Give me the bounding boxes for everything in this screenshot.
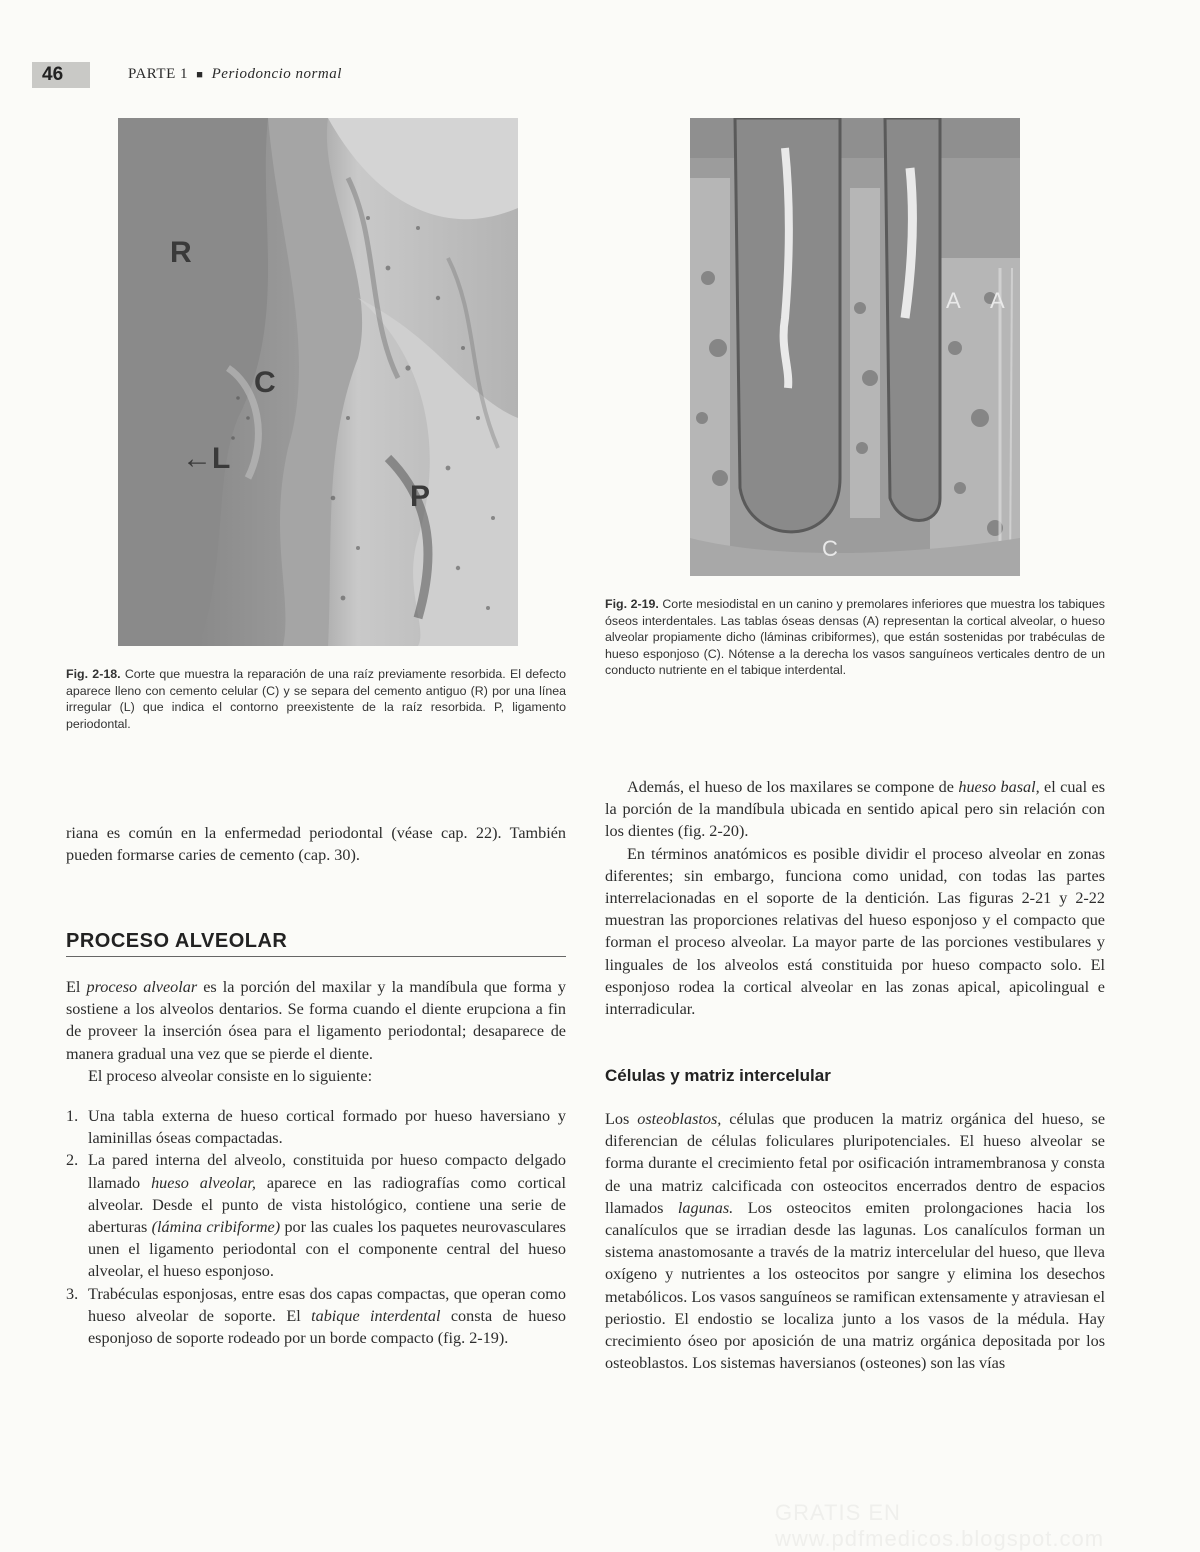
running-head-section: Periodoncio normal (211, 66, 342, 82)
term-tabique-interdental: tabique interdental (311, 1306, 441, 1325)
term-lamina-cribiforme: (lámina cribiforme) (151, 1218, 281, 1237)
figure-2-18-image (118, 118, 518, 646)
running-head-part: PARTE 1 (128, 66, 188, 82)
list-text: La pared interna del alveolo, constituida por hueso compacto delgado llamado (88, 1151, 566, 1192)
figure-2-18-caption-label: Fig. 2-18. (66, 667, 121, 681)
text-run: es la porción del maxilar y la mandíbula que forma y sostiene a los alveolos dentarios. Se forma cuando el diente erupciona a fin de proveer la inserción ósea para el ligamento periodontal; desaparece de manera gradual una vez que se pierde el diente. (66, 978, 566, 1063)
list-number: 2. (66, 1151, 79, 1170)
term-hueso-alveolar: hueso alveolar, (151, 1173, 256, 1192)
list-number: 3. (66, 1284, 79, 1303)
figure-2-18-caption-text: Corte que muestra la reparación de una raíz previamente resorbida. El defecto aparece lleno con cemento celular (C) y se separa del cemento antiguo (R) por una línea irregular (L) que indica el contorno preexistente de la raíz resorbida. P, ligamento periodontal. (66, 667, 566, 731)
term-lagunas: lagunas. (677, 1198, 734, 1217)
list-item-1 (66, 1105, 566, 1149)
figure-2-18-label-p: P (410, 480, 431, 513)
figure-2-19-label-a2: A (990, 288, 1005, 313)
figure-2-18-label-l: ←L (182, 442, 231, 475)
list-text: por las cuales los paquetes neurovasculares unen el ligamento periodontal con el componente central del hueso alveolar, el hueso esponjoso. (88, 1218, 566, 1281)
text-run: Los (605, 1110, 638, 1128)
figure-2-19-label-a1: A (946, 288, 961, 313)
left-column-body (66, 976, 566, 1349)
watermark: GRATIS EN www.pdfmedicos.blogspot.com (775, 1500, 1105, 1551)
paragraph-anatomic-zones: En términos anatómicos es posible dividir el proceso alveolar en zonas diferentes; sin embargo, funciona como unidad, con todas las partes interrelacionadas en el soporte de la dentición. Las figuras 2-21 y 2-22 muestran las proporciones relativas del hueso esponjoso y el compacto que forman el proceso alveolar. La mayor parte de las porciones vestibulares y linguales de los alveolos está constituida por hueso compacto solo. El esponjoso rodea la cortical alveolar en las zonas apical, apicolingual e interradicular. (605, 844, 1105, 1019)
running-head (128, 66, 342, 83)
section-heading-proceso-alveolar: PROCESO ALVEOLAR (66, 930, 566, 957)
micrograph-interdental-septa (690, 118, 1020, 576)
figure-2-19-caption-label: Fig. 2-19. (605, 597, 659, 611)
paragraph-consists-of: El proceso alveolar consiste en lo siguiente: (88, 1066, 373, 1085)
term-proceso-alveolar: proceso alveolar (86, 978, 198, 996)
term-hueso-basal: hueso basal, (958, 778, 1040, 796)
left-column-intro (66, 822, 566, 866)
subheading-celulas-matriz: Células y matriz intercelular (605, 1066, 831, 1085)
figure-2-18-label-r: R (170, 236, 192, 269)
list-text: consta de hueso esponjoso de soporte rodeado por un borde compacto (fig. 2-19). (88, 1306, 566, 1348)
figure-2-18-label-c: C (254, 366, 276, 399)
figure-2-19-label-c: C (822, 536, 838, 561)
list-text: aparece en las radiografías como cortical alveolar. Desde el punto de vista histológico, contiene una serie de aberturas (88, 1173, 566, 1237)
page-number: 46 (42, 64, 64, 85)
paragraph-proceso-alveolar-definition (66, 976, 566, 1065)
figure-2-19-caption (605, 596, 1105, 679)
micrograph-root-repair (118, 118, 518, 646)
list-item-3 (66, 1283, 566, 1350)
paragraph-osteoblastos (605, 1108, 1105, 1374)
figure-2-18-caption (66, 666, 566, 732)
list-text: Una tabla externa de hueso cortical formado por hueso haversiano y laminillas óseas compactadas. (88, 1107, 566, 1148)
intro-continuation-paragraph: riana es común en la enfermedad periodontal (véase cap. 22). También pueden formarse caries de cemento (cap. 30). (66, 824, 566, 865)
list-number: 1. (66, 1107, 79, 1126)
text-run: El (66, 978, 87, 996)
figure-2-19-image (690, 118, 1020, 576)
right-column-top (605, 776, 1105, 1020)
text-run: Además, el hueso de los maxilares se compone de (627, 778, 959, 796)
text-run: células que producen la matriz orgánica del hueso, se diferencian de células foliculares pluripotenciales. El hueso alveolar se forma durante el crecimiento fetal por osificación intramembranosa y consta de una matriz calcificada con osteocitos encerrados dentro de espacios llamados (605, 1110, 1106, 1217)
running-head-separator: ■ (196, 69, 204, 81)
list-item-2 (66, 1149, 566, 1282)
text-run: Los osteocitos emiten prolongaciones hacia los canalículos que se irradian desde las lagunas. Los canalículos forman un sistema anastomosante a través de la matriz intercelular del hueso, que lleva oxígeno y nutrientes a los osteocitos por sangre y elimina los desechos metabólicos. Los vasos sanguíneos se ramifican extensamente y atraviesan el periostio. El endostio se localiza junto a los vasos de la médula. Hay crecimiento óseo por aposición de una matriz orgánica depositada por los osteoblastos. Los sistemas haversianos (osteones) son las vías (605, 1198, 1105, 1373)
right-column-bottom (605, 1108, 1105, 1374)
paragraph-hueso-basal (605, 776, 1105, 843)
text-run: el cual es la porción de la mandíbula ubicada en sentido apical pero sin relación con los dientes (fig. 2-20). (605, 778, 1105, 841)
figure-2-19-caption-text: Corte mesiodistal en un canino y premolares inferiores que muestra los tabiques óseos interdentales. Las tablas óseas densas (A) representan la cortical alveolar, o hueso alveolar propiamente dicho (láminas cribiformes), que están sostenidas por trabéculas de hueso esponjoso (C). Nótense a la derecha los vasos sanguíneos verticales dentro de un conducto nutriente en el tabique interdental. (605, 597, 1105, 677)
term-osteoblastos: osteoblastos, (637, 1110, 722, 1128)
list-text: Trabéculas esponjosas, entre esas dos capas compactas, que operan como hueso alveolar de soporte. El (88, 1284, 566, 1325)
